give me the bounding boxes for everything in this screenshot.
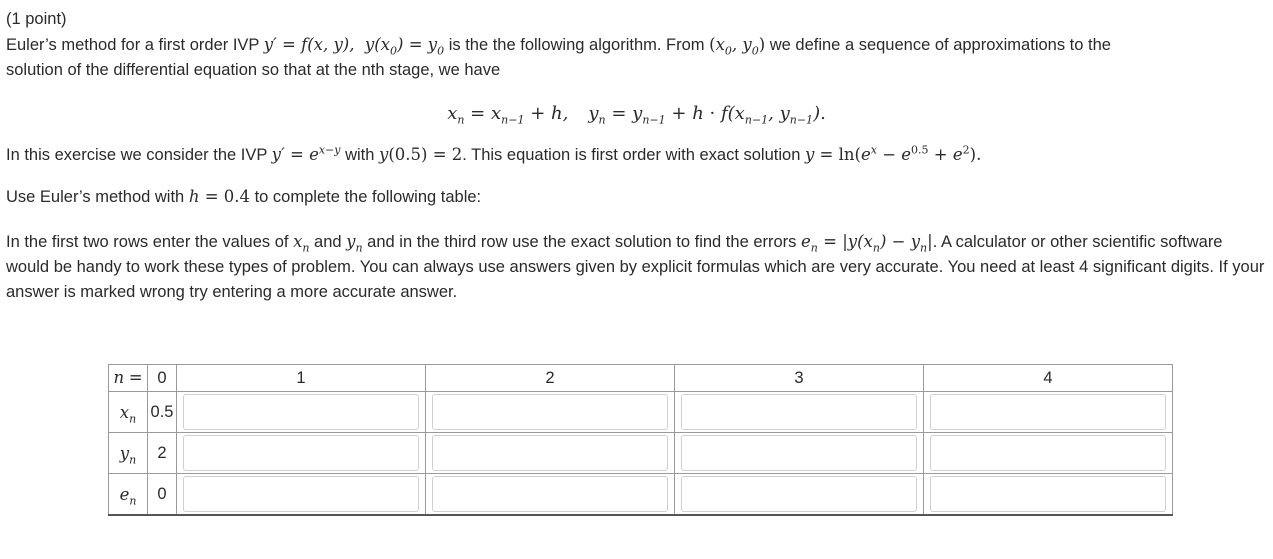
step-size-instruction [6, 187, 481, 207]
x3-input[interactable] [681, 394, 917, 430]
e0-value: 0 [148, 474, 177, 516]
n-label: n = [109, 365, 148, 392]
x0-value: 0.5 [148, 392, 177, 433]
euler-table [108, 364, 1173, 516]
euler-step-formula: $x_n = x_{n-1} + h$, $y_n = y_{n-1} + h \cdot f(x_{n-1}$, $y_{n-1}$). [447, 103, 826, 127]
x2-input[interactable] [432, 394, 668, 430]
statement-text: . This equation is first order with exact solution [462, 146, 805, 164]
y0-value: 2 [148, 433, 177, 474]
point-value: (1 point) [6, 10, 67, 28]
x1-input[interactable] [183, 394, 419, 430]
e3-input[interactable] [681, 476, 917, 512]
initial-condition-formula: y(0.5) = 2 [379, 145, 463, 164]
e2-input[interactable] [432, 476, 668, 512]
instruction-text: . A calculator or other scientific software would be handy to work these types of problem. You can always use answers given by explicit formulas which are very accurate. You need at least 4 significant digits. If your answer is marked wrong try entering a more accurate answer. [6, 233, 1265, 301]
instruction-text: to complete the following table: [250, 188, 482, 206]
ode-formula: $y' = e^{x-y}$ [271, 143, 341, 164]
xn-label: $x_n$ [109, 392, 148, 433]
instruction-text: and [309, 233, 347, 251]
statement-text: with [340, 146, 379, 164]
xn-symbol: $x_n$ [293, 232, 310, 255]
intro-text: is the the following algorithm. From [444, 36, 710, 54]
en-label: $e_n$ [109, 474, 148, 516]
n0-value: 0 [148, 365, 177, 392]
column-header: 1 [177, 365, 426, 392]
e4-input[interactable] [930, 476, 1166, 512]
yn-label: $y_n$ [109, 433, 148, 474]
statement-text: In this exercise we consider the IVP [6, 146, 272, 164]
yn-row [109, 433, 1173, 474]
table-header-row [109, 365, 1173, 392]
y1-input[interactable] [183, 435, 419, 471]
intro-text: we define a sequence of approximations to the [765, 36, 1111, 54]
en-row [109, 474, 1173, 516]
table-instructions [6, 229, 1268, 305]
initial-point-formula: ($x_0$, $y_0$) [709, 35, 766, 58]
error-formula: $e_n = |y(x_n) - y_n|$ [801, 232, 933, 255]
y4-input[interactable] [930, 435, 1166, 471]
ivp-statement [6, 145, 981, 165]
yn-symbol: $y_n$ [346, 232, 363, 255]
intro-paragraph [6, 32, 1268, 83]
ivp-formula: y′ = f(x, y), $y(x_0) = y_0$ [263, 35, 445, 58]
xn-row [109, 392, 1173, 433]
instruction-text: and in the third row use the exact solution to find the errors [362, 233, 802, 251]
instruction-text: In the first two rows enter the values of [6, 233, 294, 251]
instruction-text: Use Euler’s method with [6, 188, 189, 206]
column-header: 2 [426, 365, 675, 392]
e1-input[interactable] [183, 476, 419, 512]
column-header: 4 [924, 365, 1173, 392]
x4-input[interactable] [930, 394, 1166, 430]
y2-input[interactable] [432, 435, 668, 471]
intro-text: solution of the differential equation so that at the nth stage, we have [6, 61, 501, 79]
exact-solution-formula: $y = \ln(e^x - e^{0.5} + e^2)$. [804, 143, 982, 164]
intro-text: Euler’s method for a first order IVP [6, 36, 264, 54]
column-header: 3 [675, 365, 924, 392]
y3-input[interactable] [681, 435, 917, 471]
step-size-formula: h = 0.4 [188, 187, 250, 206]
